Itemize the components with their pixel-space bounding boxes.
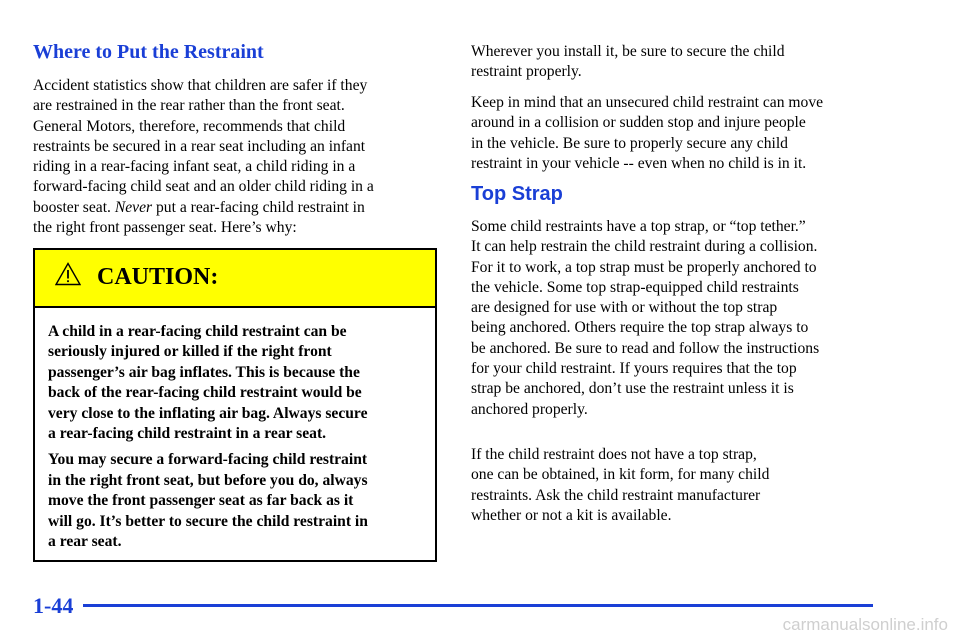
caution-box bbox=[33, 248, 437, 562]
text-line: anchored properly. bbox=[471, 400, 588, 418]
unsecured-paragraph bbox=[471, 93, 823, 174]
text-line: around in a collision or sudden stop and injure people bbox=[471, 114, 806, 132]
text-line-with-emphasis bbox=[33, 198, 374, 218]
caution-body bbox=[48, 322, 368, 558]
text-line: are designed for use with or without the top strap bbox=[471, 299, 778, 317]
warning-triangle-icon bbox=[55, 262, 81, 286]
text-line: Wherever you install it, be sure to secure the child bbox=[471, 43, 785, 60]
text-line: riding in a rear-facing infant seat, a child riding in a bbox=[33, 158, 356, 176]
text-line: If the child restraint does not have a top strap, bbox=[471, 446, 757, 463]
kit-paragraph bbox=[471, 445, 769, 526]
text-line: Keep in mind that an unsecured child restraint can move bbox=[471, 94, 824, 111]
watermark: carmanualsonline.info bbox=[782, 615, 948, 634]
text-line: It can help restrain the child restraint during a collision. bbox=[471, 238, 818, 256]
text-line: for your child restraint. If yours requires that the top bbox=[471, 360, 797, 378]
text-line: the vehicle. Some top strap-equipped child restraints bbox=[471, 278, 799, 296]
section-heading-top-strap: Top Strap bbox=[471, 183, 563, 205]
section-heading-where-to-put: Where to Put the Restraint bbox=[33, 41, 264, 63]
caution-line: passenger’s air bag inflates. This is because the bbox=[48, 363, 360, 381]
caution-line: A child in a rear-facing child restraint can be bbox=[48, 323, 347, 340]
caution-line: back of the rear-facing child restraint would be bbox=[48, 384, 362, 402]
text-line: are restrained in the rear rather than the front seat. bbox=[33, 97, 345, 115]
text-line: strap be anchored, don’t use the restraint unless it is bbox=[471, 380, 794, 398]
caution-title: CAUTION: bbox=[97, 264, 219, 290]
caution-line: move the front passenger seat as far back as it bbox=[48, 492, 354, 510]
text-line: Accident statistics show that children are safer if they bbox=[33, 77, 368, 94]
text-line: in the vehicle. Be sure to properly secure any child bbox=[471, 134, 788, 152]
text-line: one can be obtained, in kit form, for many child bbox=[471, 466, 770, 484]
intro-paragraph bbox=[33, 76, 374, 238]
text-line: For it to work, a top strap must be properly anchored to bbox=[471, 258, 817, 276]
text-segment: put a rear-facing child restraint in bbox=[152, 198, 365, 216]
caution-line: You may secure a forward-facing child restraint bbox=[48, 451, 368, 469]
footer-rule bbox=[83, 604, 873, 607]
text-line: restraint in your vehicle -- even when no child is in it. bbox=[471, 154, 807, 172]
caution-line: very close to the inflating air bag. Always secure bbox=[48, 404, 368, 422]
text-line: forward-facing child seat and an older child riding in a bbox=[33, 178, 374, 196]
text-line: whether or not a kit is available. bbox=[471, 506, 672, 524]
text-line: the right front passenger seat. Here’s why: bbox=[33, 219, 297, 237]
top-strap-paragraph bbox=[471, 217, 819, 420]
caution-line: a rear seat. bbox=[48, 533, 122, 551]
text-line: Some child restraints have a top strap, or “top tether.” bbox=[471, 218, 806, 235]
text-line: restraint properly. bbox=[471, 63, 582, 81]
caution-line: in the right front seat, but before you do, always bbox=[48, 471, 368, 489]
text-line: be anchored. Be sure to read and follow the instructions bbox=[471, 339, 820, 357]
text-segment: booster seat. bbox=[33, 198, 115, 216]
text-line: restraints be secured in a rear seat including an infant bbox=[33, 137, 366, 155]
caution-paragraph bbox=[48, 322, 368, 444]
emphasis-never: Never bbox=[114, 198, 153, 216]
caution-line: a rear-facing child restraint in a rear seat. bbox=[48, 425, 327, 443]
caution-line: seriously injured or killed if the right front bbox=[48, 343, 332, 361]
install-paragraph bbox=[471, 42, 785, 83]
page-number: 1-44 bbox=[33, 593, 74, 618]
caution-paragraph bbox=[48, 450, 368, 552]
text-line: restraints. Ask the child restraint manufacturer bbox=[471, 486, 761, 504]
text-line: being anchored. Others require the top strap always to bbox=[471, 319, 809, 337]
caution-header bbox=[35, 250, 435, 308]
text-line: General Motors, therefore, recommends that child bbox=[33, 117, 346, 135]
caution-line: will go. It’s better to secure the child restraint in bbox=[48, 512, 368, 530]
